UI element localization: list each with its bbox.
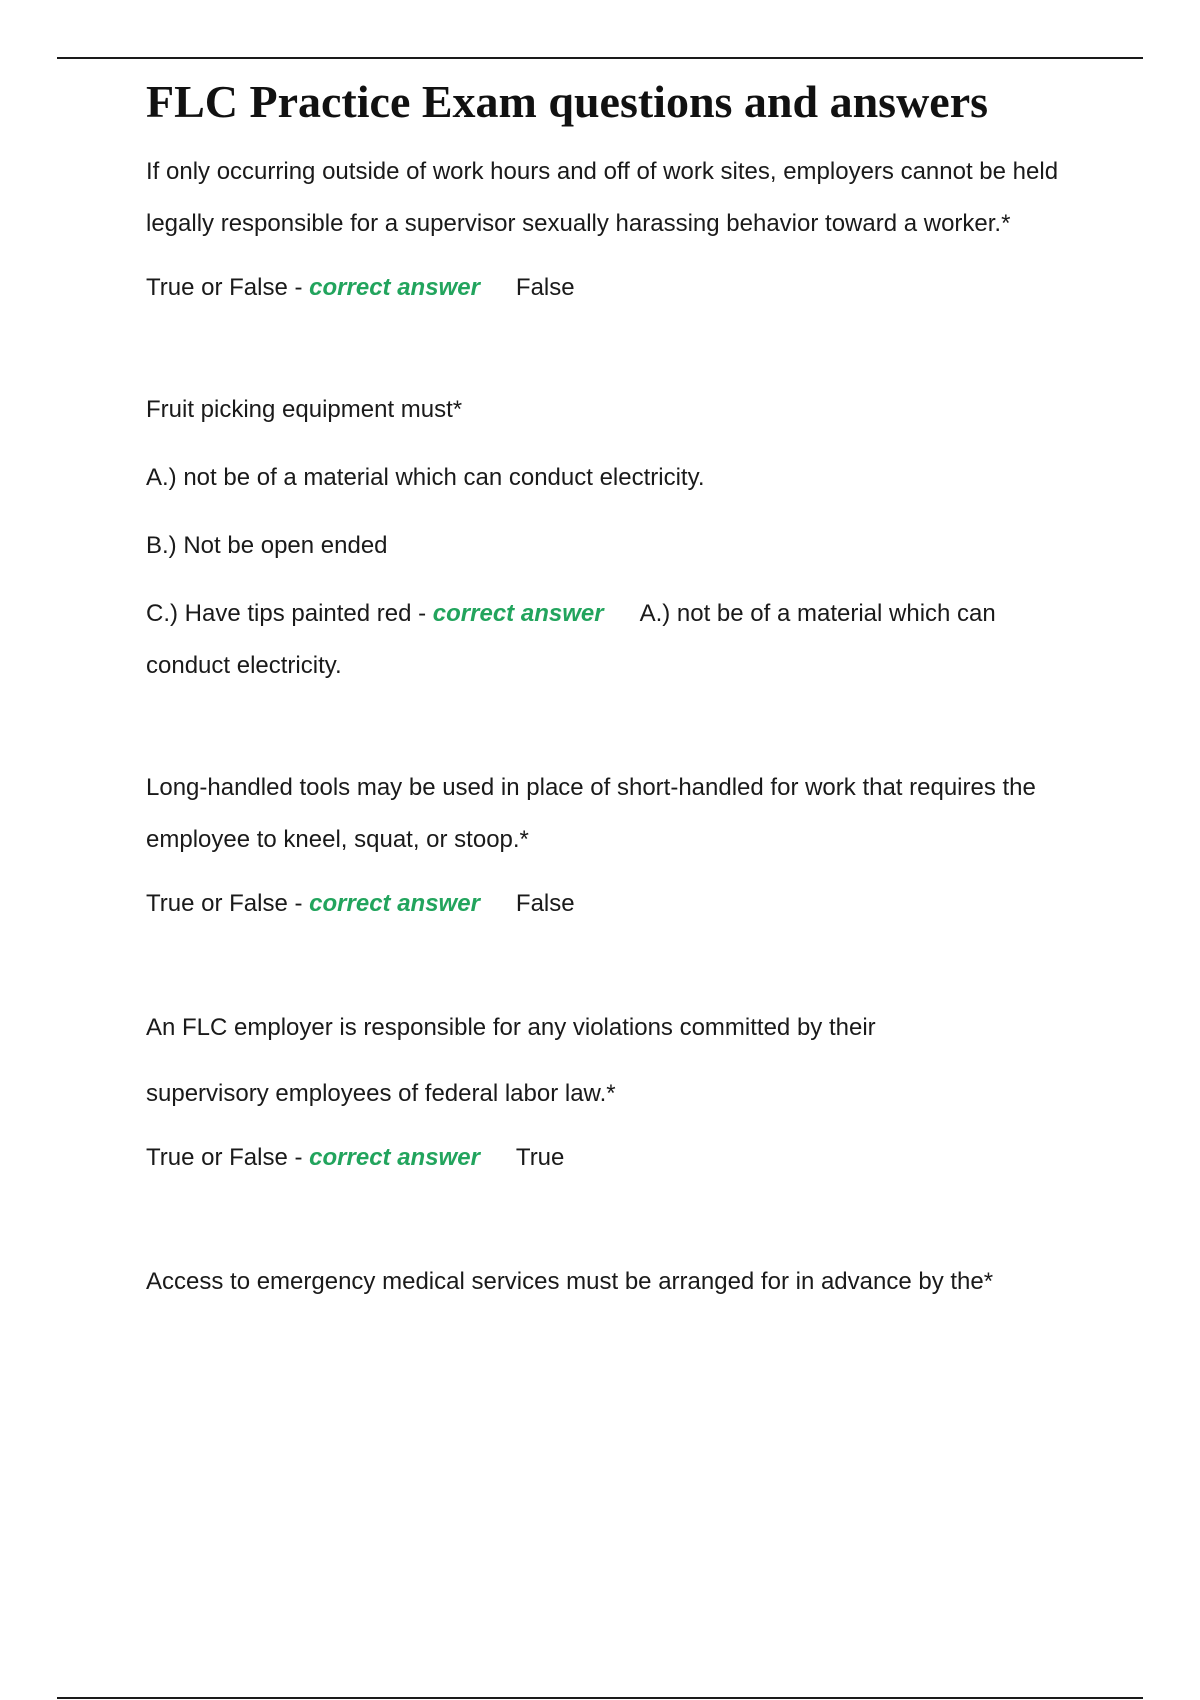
question-2-answer: A.) not be of a material which can conduct electricity. — [146, 600, 996, 679]
question-3-answer: False — [515, 890, 575, 917]
question-2-text: Fruit picking equipment must* — [146, 396, 463, 423]
question-3-answer-line — [146, 878, 1086, 930]
document-body — [146, 72, 1086, 1308]
question-1-answer: False — [515, 274, 575, 301]
question-3-text: Long-handled tools may be used in place of short-handled for work that requires the employee to kneel, squat, or stoop.* — [146, 774, 1036, 853]
question-3-prompt: True or False - — [146, 890, 303, 917]
question-1-answer-line — [146, 262, 1086, 314]
correct-answer-marker: correct answer — [309, 890, 480, 917]
question-4-prompt: True or False - — [146, 1144, 303, 1171]
correct-answer-marker: correct answer — [309, 1144, 480, 1171]
question-2-option-c-answer-line — [146, 588, 1086, 692]
question-4-answer-line — [146, 1132, 1086, 1184]
top-rule — [57, 57, 1143, 59]
question-4-text-line-1: An FLC employer is responsible for any violations committed by their — [146, 1014, 876, 1041]
question-2-option-b: B.) Not be open ended — [146, 532, 388, 559]
question-2-option-a: A.) not be of a material which can conduct electricity. — [146, 464, 705, 491]
question-2-option-c: C.) Have tips painted red - — [146, 600, 427, 627]
bottom-rule — [57, 1697, 1143, 1699]
question-1-text: If only occurring outside of work hours and off of work sites, employers cannot be held legally responsible for a supervisor sexually harassing behavior toward a worker.* — [146, 158, 1059, 237]
question-4-answer: True — [515, 1144, 565, 1171]
question-4-text-line-2: supervisory employees of federal labor law.* — [146, 1080, 616, 1107]
question-2 — [146, 384, 1086, 692]
correct-answer-marker: correct answer — [309, 274, 480, 301]
correct-answer-marker: correct answer — [432, 600, 604, 627]
page-title: FLC Practice Exam questions and answers — [146, 76, 989, 127]
question-3 — [146, 762, 1086, 930]
question-4 — [146, 1002, 1086, 1184]
question-5-text: Access to emergency medical services must be arranged for in advance by the* — [146, 1268, 994, 1295]
question-5 — [146, 1256, 1086, 1308]
question-1-prompt: True or False - — [146, 274, 303, 301]
question-1 — [146, 146, 1086, 314]
